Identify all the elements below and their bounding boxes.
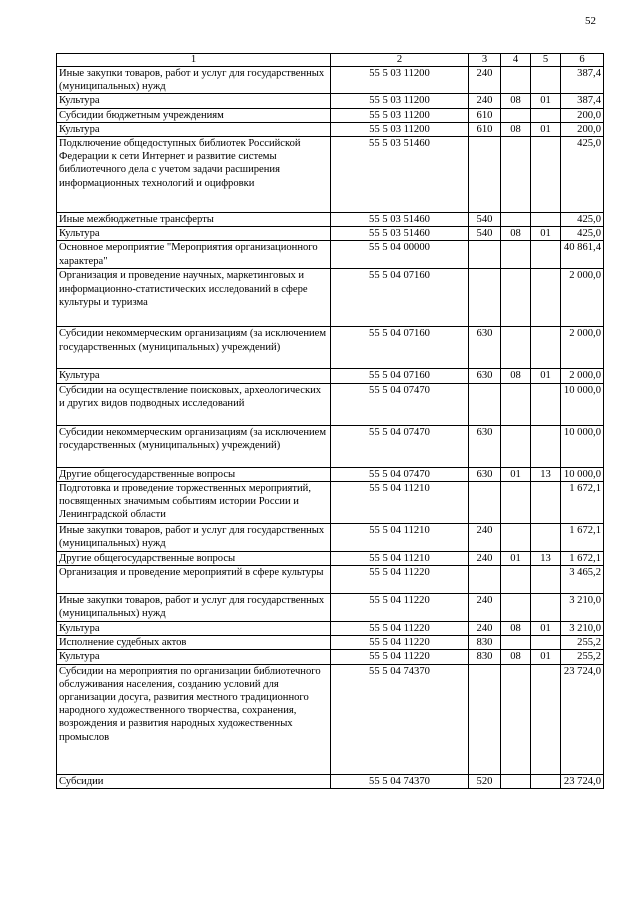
section-cell <box>501 137 531 213</box>
section-cell <box>501 67 531 94</box>
target-code-cell: 55 5 04 11220 <box>331 650 469 664</box>
subsection-cell <box>531 108 561 122</box>
expense-type-cell: 610 <box>469 122 501 136</box>
row-name-cell: Исполнение судебных актов <box>57 636 331 650</box>
target-code-cell: 55 5 04 11210 <box>331 481 469 523</box>
table-row <box>57 94 604 108</box>
target-code-cell: 55 5 04 07470 <box>331 425 469 467</box>
row-name-cell: Организация и проведение научных, маркетинговых и информационно-статистических исследований в сфере культуры и туризма <box>57 269 331 327</box>
subsection-cell <box>531 327 561 369</box>
subsection-cell: 01 <box>531 94 561 108</box>
row-name-cell: Культура <box>57 650 331 664</box>
amount-cell: 23 724,0 <box>561 774 604 788</box>
subsection-cell <box>531 594 561 622</box>
table-row <box>57 383 604 425</box>
expense-type-cell <box>469 566 501 594</box>
table-row <box>57 650 604 664</box>
row-name-cell: Субсидии бюджетным учреждениям <box>57 108 331 122</box>
amount-cell: 2 000,0 <box>561 269 604 327</box>
table-row <box>57 241 604 269</box>
section-cell: 08 <box>501 622 531 636</box>
target-code-cell: 55 5 04 07160 <box>331 327 469 369</box>
header-cell: 5 <box>531 54 561 67</box>
table-row <box>57 67 604 94</box>
amount-cell: 255,2 <box>561 636 604 650</box>
table-row <box>57 664 604 774</box>
amount-cell: 425,0 <box>561 213 604 227</box>
table-row <box>57 481 604 523</box>
expense-type-cell: 240 <box>469 67 501 94</box>
subsection-cell <box>531 425 561 467</box>
row-name-cell: Организация и проведение мероприятий в сфере культуры <box>57 566 331 594</box>
row-name-cell: Культура <box>57 227 331 241</box>
expense-type-cell <box>469 137 501 213</box>
row-name-cell: Субсидии <box>57 774 331 788</box>
budget-table <box>56 53 604 789</box>
section-cell: 01 <box>501 467 531 481</box>
target-code-cell: 55 5 03 51460 <box>331 137 469 213</box>
section-cell: 08 <box>501 94 531 108</box>
expense-type-cell: 540 <box>469 213 501 227</box>
table-row <box>57 369 604 383</box>
subsection-cell <box>531 664 561 774</box>
header-cell: 2 <box>331 54 469 67</box>
target-code-cell: 55 5 04 07470 <box>331 383 469 425</box>
row-name-cell: Основное мероприятие "Мероприятия организационного характера" <box>57 241 331 269</box>
amount-cell: 2 000,0 <box>561 327 604 369</box>
row-name-cell: Другие общегосударственные вопросы <box>57 467 331 481</box>
section-cell: 01 <box>501 551 531 565</box>
table-row <box>57 108 604 122</box>
row-name-cell: Иные закупки товаров, работ и услуг для государственных (муниципальных) нужд <box>57 67 331 94</box>
subsection-cell: 13 <box>531 467 561 481</box>
amount-cell: 3 210,0 <box>561 594 604 622</box>
target-code-cell: 55 5 04 74370 <box>331 774 469 788</box>
section-cell <box>501 213 531 227</box>
target-code-cell: 55 5 03 11200 <box>331 94 469 108</box>
expense-type-cell: 520 <box>469 774 501 788</box>
subsection-cell <box>531 213 561 227</box>
amount-cell: 10 000,0 <box>561 425 604 467</box>
target-code-cell: 55 5 04 00000 <box>331 241 469 269</box>
row-name-cell: Культура <box>57 122 331 136</box>
section-cell <box>501 523 531 551</box>
table-row <box>57 594 604 622</box>
subsection-cell: 01 <box>531 650 561 664</box>
expense-type-cell: 240 <box>469 551 501 565</box>
target-code-cell: 55 5 03 11200 <box>331 67 469 94</box>
header-cell: 3 <box>469 54 501 67</box>
table-row <box>57 327 604 369</box>
table-row <box>57 523 604 551</box>
target-code-cell: 55 5 04 11220 <box>331 566 469 594</box>
subsection-cell <box>531 774 561 788</box>
subsection-cell: 01 <box>531 122 561 136</box>
table-row <box>57 269 604 327</box>
table-row <box>57 425 604 467</box>
section-cell: 08 <box>501 369 531 383</box>
table-row <box>57 122 604 136</box>
table-row <box>57 467 604 481</box>
row-name-cell: Субсидии некоммерческим организациям (за исключением государственных (муниципальных) учреждений) <box>57 425 331 467</box>
subsection-cell <box>531 67 561 94</box>
table-row <box>57 774 604 788</box>
expense-type-cell: 630 <box>469 369 501 383</box>
target-code-cell: 55 5 04 07470 <box>331 467 469 481</box>
expense-type-cell <box>469 383 501 425</box>
row-name-cell: Культура <box>57 369 331 383</box>
row-name-cell: Иные закупки товаров, работ и услуг для государственных (муниципальных) нужд <box>57 594 331 622</box>
section-cell: 08 <box>501 122 531 136</box>
table-header-row <box>57 54 604 67</box>
amount-cell: 387,4 <box>561 67 604 94</box>
table-row <box>57 636 604 650</box>
table-row <box>57 213 604 227</box>
row-name-cell: Субсидии на осуществление поисковых, археологических и других видов подводных исследований <box>57 383 331 425</box>
section-cell <box>501 566 531 594</box>
target-code-cell: 55 5 04 07160 <box>331 269 469 327</box>
subsection-cell <box>531 137 561 213</box>
target-code-cell: 55 5 04 11220 <box>331 594 469 622</box>
target-code-cell: 55 5 04 74370 <box>331 664 469 774</box>
header-cell: 4 <box>501 54 531 67</box>
target-code-cell: 55 5 04 11210 <box>331 551 469 565</box>
expense-type-cell: 240 <box>469 94 501 108</box>
expense-type-cell <box>469 269 501 327</box>
header-cell: 6 <box>561 54 604 67</box>
expense-type-cell: 240 <box>469 622 501 636</box>
subsection-cell <box>531 523 561 551</box>
target-code-cell: 55 5 03 51460 <box>331 227 469 241</box>
subsection-cell <box>531 383 561 425</box>
subsection-cell: 01 <box>531 622 561 636</box>
section-cell <box>501 327 531 369</box>
table-row <box>57 566 604 594</box>
target-code-cell: 55 5 04 11220 <box>331 636 469 650</box>
section-cell <box>501 481 531 523</box>
subsection-cell <box>531 269 561 327</box>
section-cell: 08 <box>501 650 531 664</box>
table-row <box>57 137 604 213</box>
row-name-cell: Субсидии на мероприятия по организации библиотечного обслуживания населения, созданию условий для организации досуга, развития местного традиционного народного художественного творчества, сохранения, возрождения и развития народных художественных промыслов <box>57 664 331 774</box>
expense-type-cell <box>469 481 501 523</box>
amount-cell: 1 672,1 <box>561 551 604 565</box>
section-cell <box>501 774 531 788</box>
section-cell <box>501 425 531 467</box>
amount-cell: 1 672,1 <box>561 481 604 523</box>
amount-cell: 200,0 <box>561 122 604 136</box>
subsection-cell: 13 <box>531 551 561 565</box>
subsection-cell <box>531 241 561 269</box>
expense-type-cell <box>469 664 501 774</box>
section-cell <box>501 269 531 327</box>
expense-type-cell: 610 <box>469 108 501 122</box>
row-name-cell: Культура <box>57 622 331 636</box>
amount-cell: 3 210,0 <box>561 622 604 636</box>
amount-cell: 23 724,0 <box>561 664 604 774</box>
row-name-cell: Подготовка и проведение торжественных мероприятий, посвященных значимым событиям истории России и Ленинградской области <box>57 481 331 523</box>
expense-type-cell: 630 <box>469 425 501 467</box>
target-code-cell: 55 5 03 11200 <box>331 108 469 122</box>
amount-cell: 40 861,4 <box>561 241 604 269</box>
row-name-cell: Культура <box>57 94 331 108</box>
amount-cell: 425,0 <box>561 137 604 213</box>
expense-type-cell: 630 <box>469 327 501 369</box>
subsection-cell <box>531 566 561 594</box>
table-row <box>57 227 604 241</box>
section-cell <box>501 241 531 269</box>
section-cell <box>501 383 531 425</box>
row-name-cell: Другие общегосударственные вопросы <box>57 551 331 565</box>
expense-type-cell: 240 <box>469 594 501 622</box>
header-cell: 1 <box>57 54 331 67</box>
amount-cell: 387,4 <box>561 94 604 108</box>
expense-type-cell <box>469 241 501 269</box>
table-row <box>57 551 604 565</box>
expense-type-cell: 540 <box>469 227 501 241</box>
subsection-cell <box>531 636 561 650</box>
row-name-cell: Подключение общедоступных библиотек Российской Федерации к сети Интернет и развитие системы библиотечного дела с учетом задачи расширения информационных технологий и оцифровки <box>57 137 331 213</box>
expense-type-cell: 830 <box>469 636 501 650</box>
section-cell <box>501 664 531 774</box>
amount-cell: 3 465,2 <box>561 566 604 594</box>
expense-type-cell: 630 <box>469 467 501 481</box>
target-code-cell: 55 5 03 51460 <box>331 213 469 227</box>
target-code-cell: 55 5 04 11210 <box>331 523 469 551</box>
subsection-cell: 01 <box>531 369 561 383</box>
section-cell <box>501 594 531 622</box>
page-number: 52 <box>585 15 596 27</box>
subsection-cell <box>531 481 561 523</box>
row-name-cell: Иные межбюджетные трансферты <box>57 213 331 227</box>
expense-type-cell: 830 <box>469 650 501 664</box>
target-code-cell: 55 5 03 11200 <box>331 122 469 136</box>
target-code-cell: 55 5 04 11220 <box>331 622 469 636</box>
amount-cell: 2 000,0 <box>561 369 604 383</box>
amount-cell: 1 672,1 <box>561 523 604 551</box>
amount-cell: 10 000,0 <box>561 383 604 425</box>
section-cell <box>501 636 531 650</box>
amount-cell: 425,0 <box>561 227 604 241</box>
section-cell <box>501 108 531 122</box>
amount-cell: 255,2 <box>561 650 604 664</box>
target-code-cell: 55 5 04 07160 <box>331 369 469 383</box>
section-cell: 08 <box>501 227 531 241</box>
subsection-cell: 01 <box>531 227 561 241</box>
row-name-cell: Субсидии некоммерческим организациям (за исключением государственных (муниципальных) учреждений) <box>57 327 331 369</box>
amount-cell: 10 000,0 <box>561 467 604 481</box>
row-name-cell: Иные закупки товаров, работ и услуг для государственных (муниципальных) нужд <box>57 523 331 551</box>
amount-cell: 200,0 <box>561 108 604 122</box>
table-row <box>57 622 604 636</box>
expense-type-cell: 240 <box>469 523 501 551</box>
